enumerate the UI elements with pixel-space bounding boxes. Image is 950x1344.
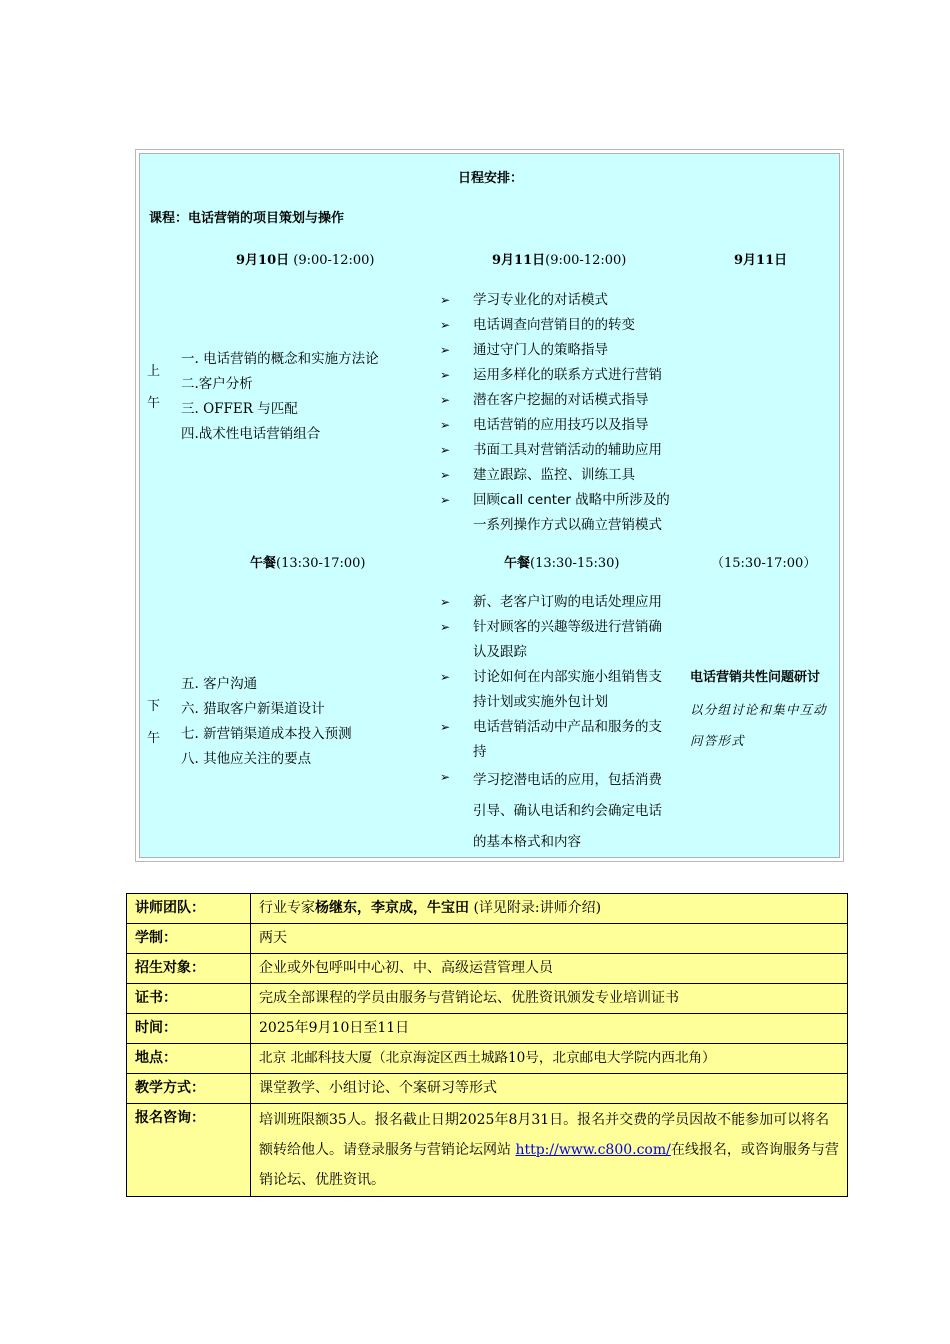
- morning-day1-list: [181, 347, 379, 447]
- cert-value: 完成全部课程的学员由服务与营销论坛、优胜资讯颁发专业培训证书: [251, 984, 848, 1014]
- team-label: 讲师团队：: [127, 894, 251, 924]
- list-item: ➢ 潜在客户挖掘的对话模式指导: [440, 388, 690, 413]
- day1-header: 9月10日 (9:00-12:00): [236, 253, 375, 268]
- afternoon-day1-list: [181, 672, 352, 772]
- bullet-arrow-icon: ➢: [440, 343, 451, 357]
- lunch-day3: （15:30-17:00）: [711, 556, 817, 571]
- list-item: ➢ 电话营销活动中产品和服务的支 持: [440, 715, 690, 765]
- list-item: ➢ 电话调查向营销目的的转变: [440, 313, 690, 338]
- list-item: ➢ 针对顾客的兴趣等级进行营销确 认及跟踪: [440, 615, 690, 665]
- course-title: 课程：电话营销的项目策划与操作: [149, 211, 345, 226]
- place-label: 地点：: [127, 1044, 251, 1074]
- afternoon-label-2: 午: [147, 731, 161, 746]
- row-place: [127, 1044, 848, 1074]
- list-item: ➢ 书面工具对营销活动的辅助应用: [440, 438, 690, 463]
- list-item: 五. 客户沟通: [181, 676, 258, 692]
- list-item: ➢ 新、老客户订购的电话处理应用: [440, 590, 690, 615]
- list-item: 二.客户分析: [181, 376, 253, 392]
- list-item: 三. OFFER 与匹配: [181, 401, 298, 417]
- bullet-arrow-icon: ➢: [440, 293, 451, 307]
- bullet-arrow-icon: ➢: [440, 770, 451, 784]
- bullet-arrow-icon: ➢: [440, 418, 451, 432]
- morning-label-2: 午: [147, 396, 161, 411]
- bullet-arrow-icon: ➢: [440, 443, 451, 457]
- time-value: 2025年9月10日至11日: [251, 1014, 848, 1044]
- day2-header: 9月11日(9:00-12:00): [492, 253, 627, 268]
- schedule-panel: [139, 153, 840, 858]
- row-signup: [127, 1104, 848, 1197]
- list-item: ➢ 学习专业化的对话模式: [440, 288, 690, 313]
- list-item: 四.战术性电话营销组合: [181, 426, 321, 442]
- method-value: 课堂教学、小组讨论、个案研习等形式: [251, 1074, 848, 1104]
- list-item: 一. 电话营销的概念和实施方法论: [181, 351, 379, 367]
- list-item: ➢ 学习挖潜电话的应用，包括消费 引导、确认电话和约会确定电话 的基本格式和内容: [440, 765, 690, 858]
- info-table: [126, 893, 848, 1197]
- signup-link[interactable]: http://www.c800.com/: [515, 1142, 671, 1158]
- bullet-arrow-icon: ➢: [440, 318, 451, 332]
- list-item: ➢ 运用多样化的联系方式进行营销: [440, 363, 690, 388]
- bullet-arrow-icon: ➢: [440, 393, 451, 407]
- row-target: [127, 954, 848, 984]
- list-item: ➢ 讨论如何在内部实施小组销售支 持计划或实施外包计划: [440, 665, 690, 715]
- cert-label: 证书：: [127, 984, 251, 1014]
- bullet-arrow-icon: ➢: [440, 620, 451, 634]
- duration-label: 学制：: [127, 924, 251, 954]
- bullet-arrow-icon: ➢: [440, 720, 451, 734]
- list-item: 七. 新营销渠道成本投入预测: [181, 726, 352, 742]
- lunch-day2: 午餐(13:30-15:30): [504, 556, 620, 571]
- list-item: 一系列操作方式以确立营销模式: [473, 517, 662, 533]
- row-cert: [127, 984, 848, 1014]
- afternoon-day2-list: [440, 590, 690, 858]
- afternoon-day3-title: 电话营销共性问题研讨: [690, 670, 821, 685]
- list-item: ➢ 回顾call center 战略中所涉及的: [440, 488, 690, 513]
- target-label: 招生对象：: [127, 954, 251, 984]
- afternoon-day3-desc: 以分组讨论和集中互动 问答形式: [690, 702, 828, 748]
- day3-header: 9月11日: [734, 253, 788, 268]
- list-item: 六. 猎取客户新渠道设计: [181, 701, 325, 717]
- place-value: 北京 北邮科技大厦（北京海淀区西土城路10号，北京邮电大学院内西北角）: [251, 1044, 848, 1074]
- row-method: [127, 1074, 848, 1104]
- bullet-arrow-icon: ➢: [440, 368, 451, 382]
- lunch-day1: 午餐(13:30-17:00): [250, 556, 366, 571]
- list-item: ➢ 电话营销的应用技巧以及指导: [440, 413, 690, 438]
- time-label: 时间：: [127, 1014, 251, 1044]
- schedule-title: 日程安排：: [457, 171, 523, 186]
- method-label: 教学方式：: [127, 1074, 251, 1104]
- bullet-arrow-icon: ➢: [440, 670, 451, 684]
- bullet-arrow-icon: ➢: [440, 493, 451, 507]
- afternoon-label-1: 下: [147, 699, 161, 714]
- team-value: 行业专家杨继东，李京成，牛宝田 (详见附录:讲师介绍): [251, 894, 848, 924]
- row-time: [127, 1014, 848, 1044]
- duration-value: 两天: [251, 924, 848, 954]
- schedule-box: [135, 149, 844, 862]
- list-item: 八. 其他应关注的要点: [181, 751, 312, 767]
- bullet-arrow-icon: ➢: [440, 468, 451, 482]
- morning-label-1: 上: [147, 364, 161, 379]
- list-item: ➢ 通过守门人的策略指导: [440, 338, 690, 363]
- signup-label: 报名咨询：: [127, 1104, 251, 1197]
- morning-day2-list: [440, 288, 690, 538]
- row-duration: [127, 924, 848, 954]
- bullet-arrow-icon: ➢: [440, 595, 451, 609]
- target-value: 企业或外包呼叫中心初、中、高级运营管理人员: [251, 954, 848, 984]
- list-item: ➢ 建立跟踪、监控、训练工具: [440, 463, 690, 488]
- signup-value: 培训班限额35人。报名截止日期2025年8月31日。报名并交费的学员因故不能参加可以将名额转给他人。请登录服务与营销论坛网站 http://www.c800.com/在线报名，或咨询服务与营销论坛、优胜资讯。: [251, 1104, 848, 1197]
- row-team: [127, 894, 848, 924]
